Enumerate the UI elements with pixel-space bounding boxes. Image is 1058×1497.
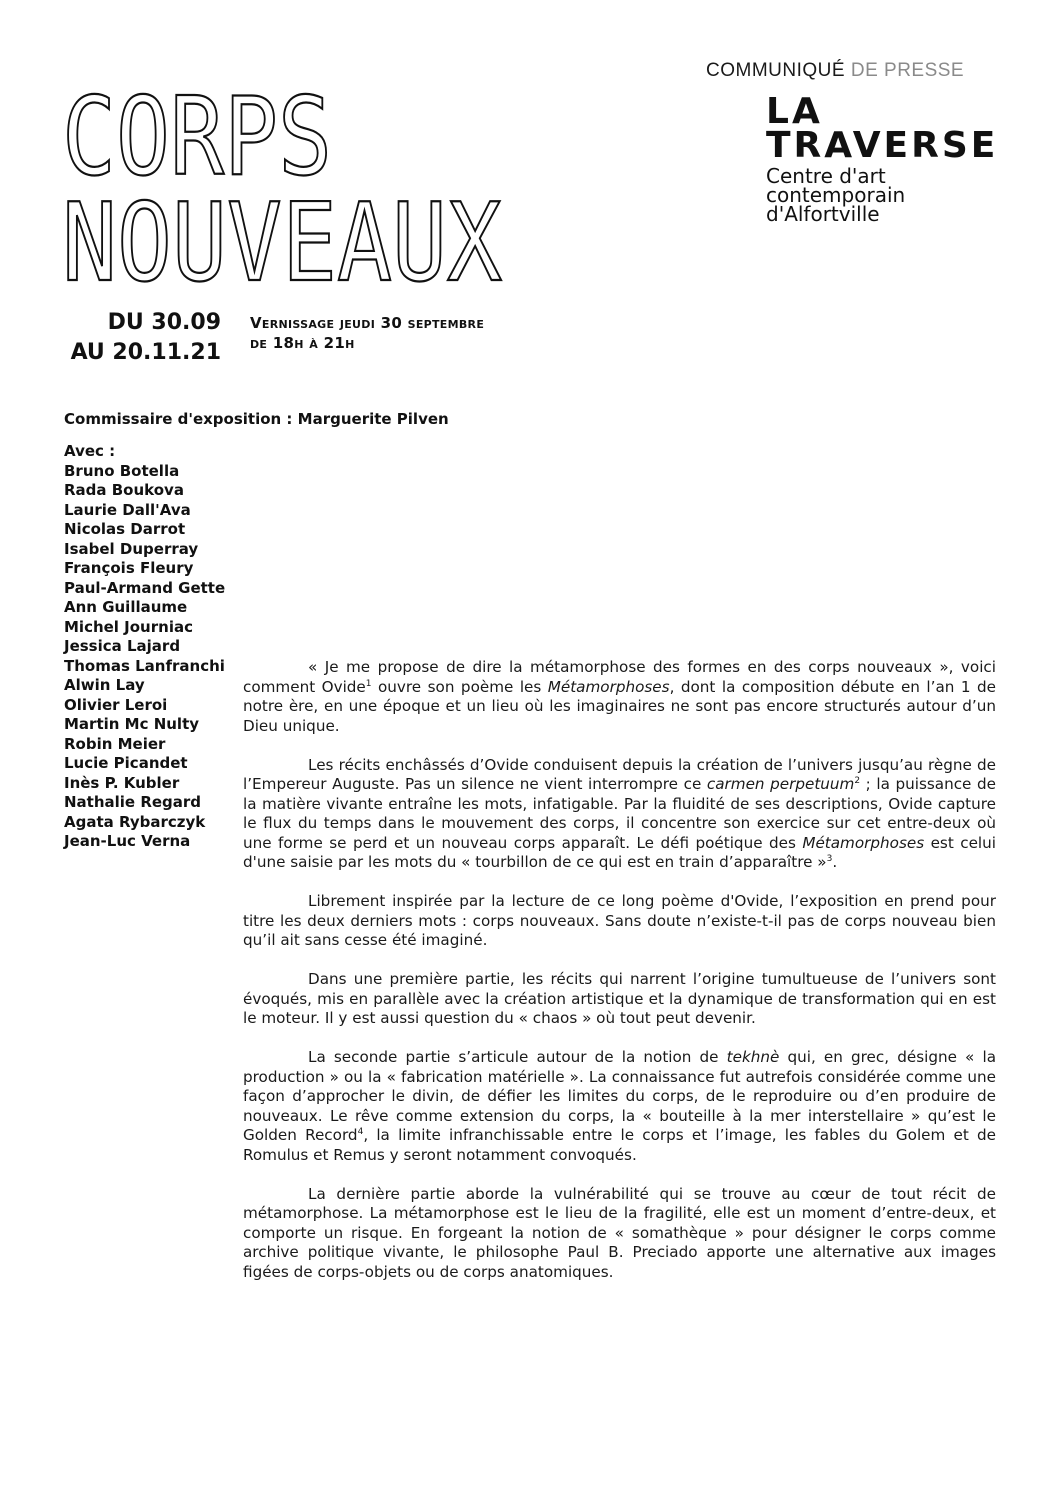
artist-name: Martin Mc Nulty (64, 715, 200, 733)
exhibition-title-svg (62, 92, 542, 292)
paragraph-3: Librement inspirée par la lecture de ce long poème d'Ovide, l’exposition en prend pour titre les deux derniers mots : corps nouveaux. Sans doute n’existe-t-il pas de corps nouveau bien qu’il ait sans cesse été imaginé. (243, 892, 996, 949)
artist-name: Rada Boukova (64, 481, 184, 499)
artists-heading: Avec : (64, 442, 116, 460)
press-label-muted: DE PRESSE (850, 60, 965, 81)
title-line-1: CORPS (62, 92, 332, 200)
artist-name: Inès P. Kubler (64, 773, 180, 792)
logo-subtitle (766, 164, 1006, 226)
opening-info (250, 313, 520, 353)
artist-name: François Fleury (64, 559, 194, 577)
artist-names (64, 462, 225, 852)
logo-sub-3: d'Alfortville (766, 202, 880, 226)
exhibition-dates (66, 308, 221, 368)
logo-line-1: LA (766, 91, 823, 132)
artist-name: Laurie Dall'Ava (64, 500, 191, 519)
artists-list (64, 442, 225, 852)
press-label-main: COMMUNIQUÉ (706, 60, 846, 81)
artist-name: Paul-Armand Gette (64, 578, 226, 597)
artist-name: Lucie Picandet (64, 754, 188, 772)
artist-name: Nathalie Regard (64, 793, 202, 811)
paragraph-4: Dans une première partie, les récits qui narrent l’origine tumultueuse de l’univers sont évoqués, mis en parallèle avec la création artistique et la dynamique de transformation qui en est le moteur. Il y est aussi question du « chaos » où tout peut devenir. (243, 970, 996, 1027)
opening-line-2: de 18h à 21h (250, 334, 355, 352)
artist-name: Isabel Duperray (64, 539, 199, 558)
artist-name: Jessica Lajard (64, 637, 181, 655)
date-from: DU 30.09 (107, 310, 221, 335)
artist-name: Jean-Luc Verna (64, 832, 191, 850)
artist-name: Michel Journiac (64, 617, 193, 636)
date-to: AU 20.11.21 (70, 340, 221, 365)
artist-name: Agata Rybarczyk (64, 812, 206, 831)
logo-line-2: TRAVERSE (766, 125, 999, 166)
artist-name: Alwin Lay (64, 676, 145, 694)
exhibition-title (62, 92, 542, 292)
logo-sub-1: Centre d'art (766, 164, 886, 188)
title-line-2: NOUVEAUX (62, 181, 502, 292)
paragraph-6: La dernière partie aborde la vulnérabilité qui se trouve au cœur de tout récit de métamorphose. La métamorphose est le lieu de la fragilité, elle est un moment d’entre-deux, et comporte un risque. En forgeant la notion de « somathèque » pour désigner le corps comme archive politique vivante, le philosophe Paul B. Preciado apporte une alternative aux images figées de corps-objets ou de corps anatomiques. (243, 1184, 996, 1281)
artist-name: Bruno Botella (64, 461, 180, 480)
artist-name: Thomas Lanfranchi (64, 656, 225, 675)
logo-sub-2: contemporain (766, 183, 906, 207)
artist-name: Olivier Leroi (64, 695, 168, 714)
paragraph-2: Les récits enchâssés d’Ovide conduisent depuis la création de l’univers jusqu’au règne de l’Empereur Auguste. Pas un silence ne vient interrompre ce carmen perpetuum$^2$ ; la puissance de la matière vivante entraîne les mots, infatigable. Par la fluidité de ses descriptions, Ovide capture le flux du temps dans le mouvement des corps, il concentre son exercice sur cet entre-deux où une forme se perd et un nouveau corps apparaît. Le défi poétique des Métamorphoses est celui d'une saisie par les mots du « tourbillon de ce qui est en train d’apparaître »$^3$. (243, 755, 996, 871)
la-traverse-logo (766, 91, 1006, 226)
paragraph-1: « Je me propose de dire la métamorphose des formes en des corps nouveaux », voici comment Ovide$^1$ ouvre son poème les Métamorphoses, dont la composition débute en l’an 1 de notre ère, en une époque et un lieu où les imaginaires ne sont pas encore structurés autour d’un Dieu unique. (243, 658, 996, 735)
paragraph-5: La seconde partie s’articule autour de la notion de tekhnè qui, en grec, désigne « la production » ou la « fabrication matérielle ». La connaissance fut autrefois considérée comme une façon d’approcher le divin, de défier les limites du corps, de le reproduire ou d’en produire de nouveaux. Le rêve comme extension du corps, la « bouteille à la mer interstellaire » qu’est le Golden Record$^4$, la limite infranchissable entre le corps et l’image, les fables du Golem et de Romulus et Remus y seront notamment convoqués. (243, 1048, 997, 1164)
artist-name: Ann Guillaume (64, 598, 188, 616)
body-text (243, 658, 996, 1302)
artist-name: Robin Meier (64, 734, 166, 753)
curator-line: Commissaire d'exposition : Marguerite Pilven (64, 410, 449, 428)
artist-name: Nicolas Darrot (64, 520, 186, 538)
opening-line-1: Vernissage jeudi 30 septembre (250, 314, 485, 332)
press-release-label (706, 60, 964, 82)
